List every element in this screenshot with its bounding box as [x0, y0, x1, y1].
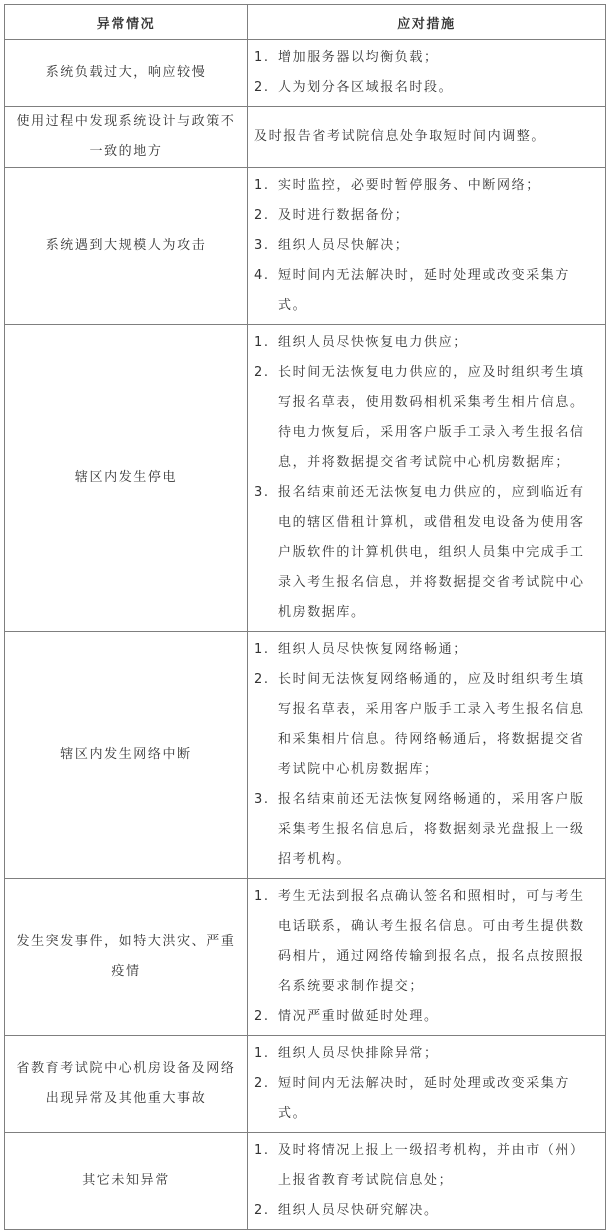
- measure-number: 1.: [254, 50, 270, 65]
- measure-number: 1.: [254, 889, 270, 904]
- measure-item: [254, 261, 599, 321]
- measure-number: 1.: [254, 335, 270, 350]
- measure-text: 增加服务器以均衡负载；: [278, 50, 439, 65]
- measures-cell: [248, 1133, 606, 1230]
- measure-item: [254, 171, 599, 201]
- condition-cell: 系统负载过大，响应较慢: [5, 40, 248, 107]
- measure-item: [254, 201, 599, 231]
- header-measures: 应对措施: [248, 5, 606, 40]
- measures-cell: [248, 879, 606, 1036]
- measure-number: 2.: [254, 672, 270, 687]
- measure-item: [254, 43, 599, 73]
- measure-item: [254, 1136, 599, 1196]
- table-row: [5, 107, 606, 168]
- measure-text: 人为划分各区域报名时段。: [278, 80, 454, 95]
- measure-text: 实时监控，必要时暂停服务、中断网络；: [278, 178, 541, 193]
- measure-item: [254, 1002, 599, 1032]
- measure-number: 4.: [254, 268, 270, 283]
- measure-text: 组织人员尽快恢复网络畅通；: [278, 642, 468, 657]
- measure-number: 3.: [254, 238, 270, 253]
- measure-item: [254, 1069, 599, 1129]
- measure-item: [254, 358, 599, 478]
- condition-cell: 使用过程中发现系统设计与政策不一致的地方: [5, 107, 248, 168]
- measures-cell: [248, 632, 606, 879]
- table-row: [5, 879, 606, 1036]
- measure-item: [254, 231, 599, 261]
- measure-item: [254, 882, 599, 1002]
- measure-item: [254, 665, 599, 785]
- measure-number: 1.: [254, 642, 270, 657]
- header-condition: 异常情况: [5, 5, 248, 40]
- measure-number: 2.: [254, 1076, 270, 1091]
- measure-number: 2.: [254, 80, 270, 95]
- measure-text: 组织人员尽快恢复电力供应；: [278, 335, 468, 350]
- measure-item: [254, 478, 599, 628]
- condition-cell: 辖区内发生网络中断: [5, 632, 248, 879]
- measure-text: 长时间无法恢复网络畅通的，应及时组织考生填写报名草表，采用客户版手工录入考生报名信息和采集相片信息。待网络畅通后，将数据提交省考试院中心机房数据库；: [278, 672, 585, 777]
- measure-number: 2.: [254, 208, 270, 223]
- table-row: [5, 325, 606, 632]
- table-row: [5, 1036, 606, 1133]
- measures-cell: [248, 168, 606, 325]
- measure-item: [254, 1196, 599, 1226]
- measure-text: 组织人员尽快排除异常；: [278, 1046, 439, 1061]
- condition-cell: 发生突发事件，如特大洪灾、严重疫情: [5, 879, 248, 1036]
- measure-item: [254, 1039, 599, 1069]
- condition-cell: 其它未知异常: [5, 1133, 248, 1230]
- measure-item: [254, 122, 599, 152]
- measure-number: 3.: [254, 485, 270, 500]
- table-row: [5, 632, 606, 879]
- table-row: [5, 40, 606, 107]
- measure-number: 3.: [254, 792, 270, 807]
- measure-text: 及时将情况上报上一级招考机构，并由市（州）上报省教育考试院信息处；: [278, 1143, 585, 1188]
- anomaly-response-table: [4, 4, 606, 1230]
- measure-item: [254, 73, 599, 103]
- measure-number: 1.: [254, 1046, 270, 1061]
- table-row: [5, 168, 606, 325]
- measure-text: 报名结束前还无法恢复网络畅通的，采用客户版采集考生报名信息后，将数据刻录光盘报上一级招考机构。: [278, 792, 585, 867]
- condition-cell: 系统遇到大规模人为攻击: [5, 168, 248, 325]
- measure-item: [254, 635, 599, 665]
- measures-cell: [248, 40, 606, 107]
- table-row: [5, 1133, 606, 1230]
- measure-item: [254, 785, 599, 875]
- measure-text: 组织人员尽快研究解决。: [278, 1203, 439, 1218]
- measure-text: 短时间内无法解决时，延时处理或改变采集方式。: [278, 268, 571, 313]
- measure-text: 长时间无法恢复电力供应的，应及时组织考生填写报名草表，使用数码相机采集考生相片信息。待电力恢复后，采用客户版手工录入考生报名信息，并将数据提交省考试院中心机房数据库；: [278, 365, 585, 470]
- measures-cell: [248, 107, 606, 168]
- measure-item: [254, 328, 599, 358]
- measure-number: 2.: [254, 1009, 270, 1024]
- measure-text: 情况严重时做延时处理。: [278, 1009, 439, 1024]
- measure-number: 2.: [254, 365, 270, 380]
- measure-number: 1.: [254, 178, 270, 193]
- measure-text: 报名结束前还无法恢复电力供应的，应到临近有电的辖区借租计算机，或借租发电设备为使用客户版软件的计算机供电，组织人员集中完成手工录入考生报名信息，并将数据提交省考试院中心机房数据库。: [278, 485, 585, 620]
- measure-text: 考生无法到报名点确认签名和照相时，可与考生电话联系，确认考生报名信息。可由考生提供数码相片，通过网络传输到报名点，报名点按照报名系统要求制作提交；: [278, 889, 585, 994]
- measures-cell: [248, 1036, 606, 1133]
- condition-cell: 省教育考试院中心机房设备及网络出现异常及其他重大事故: [5, 1036, 248, 1133]
- header-row: [5, 5, 606, 40]
- measure-text: 组织人员尽快解决；: [278, 238, 410, 253]
- measures-cell: [248, 325, 606, 632]
- measure-text: 及时报告省考试院信息处争取短时间内调整。: [254, 129, 547, 144]
- condition-cell: 辖区内发生停电: [5, 325, 248, 632]
- measure-number: 1.: [254, 1143, 270, 1158]
- measure-text: 短时间内无法解决时，延时处理或改变采集方式。: [278, 1076, 571, 1121]
- measure-number: 2.: [254, 1203, 270, 1218]
- measure-text: 及时进行数据备份；: [278, 208, 410, 223]
